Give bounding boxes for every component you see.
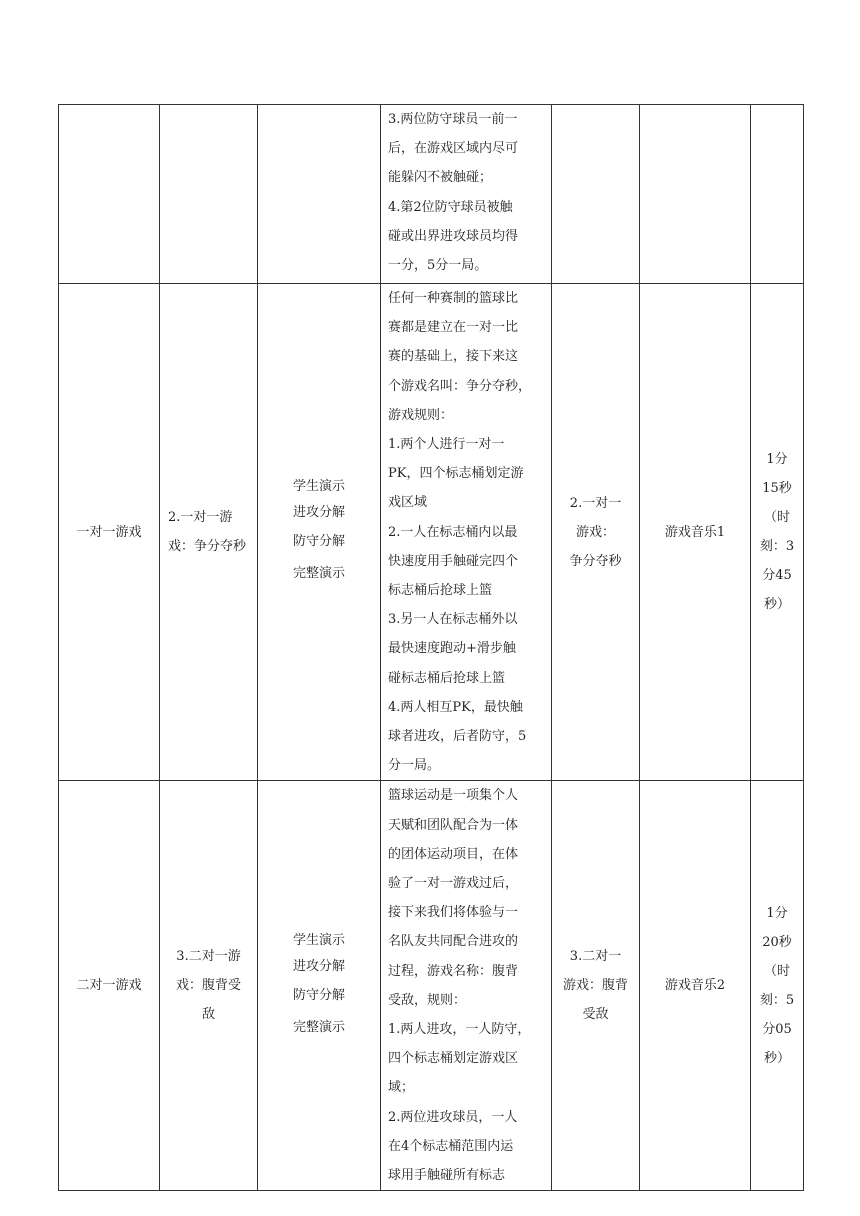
- rule-line: 受敌，规则：: [388, 992, 467, 1008]
- rule-line: 能躲闪不被触碰；: [388, 170, 493, 186]
- rule-line: 4.第2位防守球员被触: [388, 199, 513, 215]
- method-item: 完整演示: [292, 566, 345, 582]
- rule-line: PK，四个标志桶划定游: [388, 466, 524, 482]
- teaching-method-cell: [258, 781, 381, 1191]
- activity-content-cell: [160, 284, 258, 781]
- rule-line: 1.两个人进行一对一: [388, 437, 505, 453]
- rule-line: 戏区域: [388, 495, 428, 511]
- rule-line: 游戏规则：: [388, 407, 454, 423]
- method-item: 进攻分解: [292, 958, 345, 974]
- music-label: 游戏音乐1: [664, 524, 726, 540]
- activity-content-cell: [160, 105, 258, 284]
- time-line: 刻：3: [759, 539, 795, 555]
- method-item: 防守分解: [292, 987, 345, 1003]
- time-line: 1分: [766, 452, 788, 468]
- activity-name-cell: [59, 284, 160, 781]
- time-line: 分05: [762, 1021, 792, 1037]
- rule-line: 1.两人进攻，一人防守，: [388, 1022, 531, 1038]
- organization-line: 受敌: [582, 1007, 609, 1023]
- rule-line: 在4个标志桶范围内运: [388, 1138, 514, 1154]
- music-cell: [640, 284, 751, 781]
- time-line: 1分: [766, 905, 788, 921]
- time-line: （时: [763, 510, 790, 526]
- rule-line: 四个标志桶划定游戏区: [388, 1051, 519, 1067]
- rule-line: 2.两位进攻球员，一人: [388, 1109, 518, 1125]
- activity-name: 一对一游戏: [76, 524, 142, 540]
- rule-line: 快速度用手触碰完四个: [388, 553, 519, 569]
- activity-content: 2.一对一游戏：争分夺秒: [168, 510, 247, 555]
- time-line: 15秒: [762, 481, 792, 497]
- method-item: 防守分解: [292, 534, 345, 550]
- organization-cell: [552, 781, 640, 1191]
- organization-line: 3.二对一: [569, 949, 622, 965]
- rule-line: 的团体运动项目，在体: [388, 846, 519, 862]
- music-label: 游戏音乐2: [664, 978, 726, 994]
- activity-content-line: 3.二对一游: [176, 949, 241, 965]
- method-item: 学生演示: [292, 932, 345, 948]
- teaching-method-cell: [258, 105, 381, 284]
- rule-line: 4.两人相互PK，最快触: [388, 699, 523, 715]
- activity-name-cell: [59, 105, 160, 284]
- rule-line: 球者进攻，后者防守，5: [388, 729, 527, 745]
- rule-line: 后，在游戏区域内尽可: [388, 141, 519, 157]
- rule-line: 任何一种赛制的篮球比: [388, 291, 519, 306]
- time-cell: [751, 781, 804, 1191]
- game-rules-cell: [381, 105, 552, 284]
- lesson-plan-table: [58, 104, 804, 1191]
- table-row: [59, 105, 804, 284]
- rule-line: 3.另一人在标志桶外以: [388, 612, 518, 628]
- organization-cell: [552, 105, 640, 284]
- rule-line: 碰或出界进攻球员均得: [388, 228, 519, 244]
- activity-name: 二对一游戏: [76, 978, 142, 994]
- rule-line: 个游戏名叫：争分夺秒，: [388, 378, 532, 394]
- rule-line: 天赋和团队配合为一体: [388, 817, 519, 833]
- activity-content-line: 戏：腹背受: [175, 978, 241, 994]
- game-rules-cell: [381, 284, 552, 781]
- teaching-method-cell: [258, 284, 381, 781]
- rule-line: 赛都是建立在一对一比: [388, 320, 519, 336]
- rule-line: 名队友共同配合进攻的: [388, 934, 519, 950]
- rule-line: 球用手触碰所有标志: [388, 1168, 506, 1184]
- organization-line: 2.一对一: [569, 495, 622, 511]
- organization-line: 游戏：: [575, 524, 615, 540]
- time-line: 秒）: [763, 597, 790, 613]
- time-line: 20秒: [762, 934, 792, 950]
- game-rules-cell: [381, 781, 552, 1191]
- rule-line: 最快速度跑动+滑步触: [388, 641, 516, 657]
- rule-line: 碰标志桶后抢球上篮: [388, 670, 506, 686]
- rule-line: 2.一人在标志桶内以最: [388, 524, 518, 540]
- rule-line: 标志桶后抢球上篮: [388, 583, 493, 599]
- time-line: 分45: [762, 568, 792, 584]
- rule-line: 3.两位防守球员一前一: [388, 112, 518, 127]
- time-cell: [751, 105, 804, 284]
- rule-line: 域；: [388, 1080, 415, 1096]
- music-cell: [640, 781, 751, 1191]
- rule-line: 一分，5分一局。: [388, 258, 488, 274]
- time-line: 秒）: [763, 1050, 790, 1066]
- organization-line: 游戏：腹背: [562, 978, 628, 994]
- time-line: 刻：5: [759, 992, 795, 1008]
- rule-line: 接下来我们将体验与一: [388, 905, 519, 921]
- rule-line: 分一局。: [388, 758, 441, 774]
- organization-cell: [552, 284, 640, 781]
- activity-content-cell: [160, 781, 258, 1191]
- music-cell: [640, 105, 751, 284]
- activity-name-cell: [59, 781, 160, 1191]
- rule-line: 过程，游戏名称：腹背: [388, 963, 519, 979]
- method-item: 学生演示: [292, 479, 345, 495]
- organization-line: 争分夺秒: [569, 553, 622, 569]
- time-cell: [751, 284, 804, 781]
- activity-content-line: 敌: [201, 1007, 215, 1023]
- table-row: [59, 284, 804, 781]
- method-item: 完整演示: [292, 1019, 345, 1035]
- method-item: 进攻分解: [292, 505, 345, 521]
- time-line: （时: [763, 963, 790, 979]
- rule-line: 验了一对一游戏过后，: [388, 876, 519, 892]
- rule-line: 篮球运动是一项集个人: [388, 788, 519, 804]
- table-row: [59, 781, 804, 1191]
- rule-line: 赛的基础上，接下来这: [388, 349, 519, 365]
